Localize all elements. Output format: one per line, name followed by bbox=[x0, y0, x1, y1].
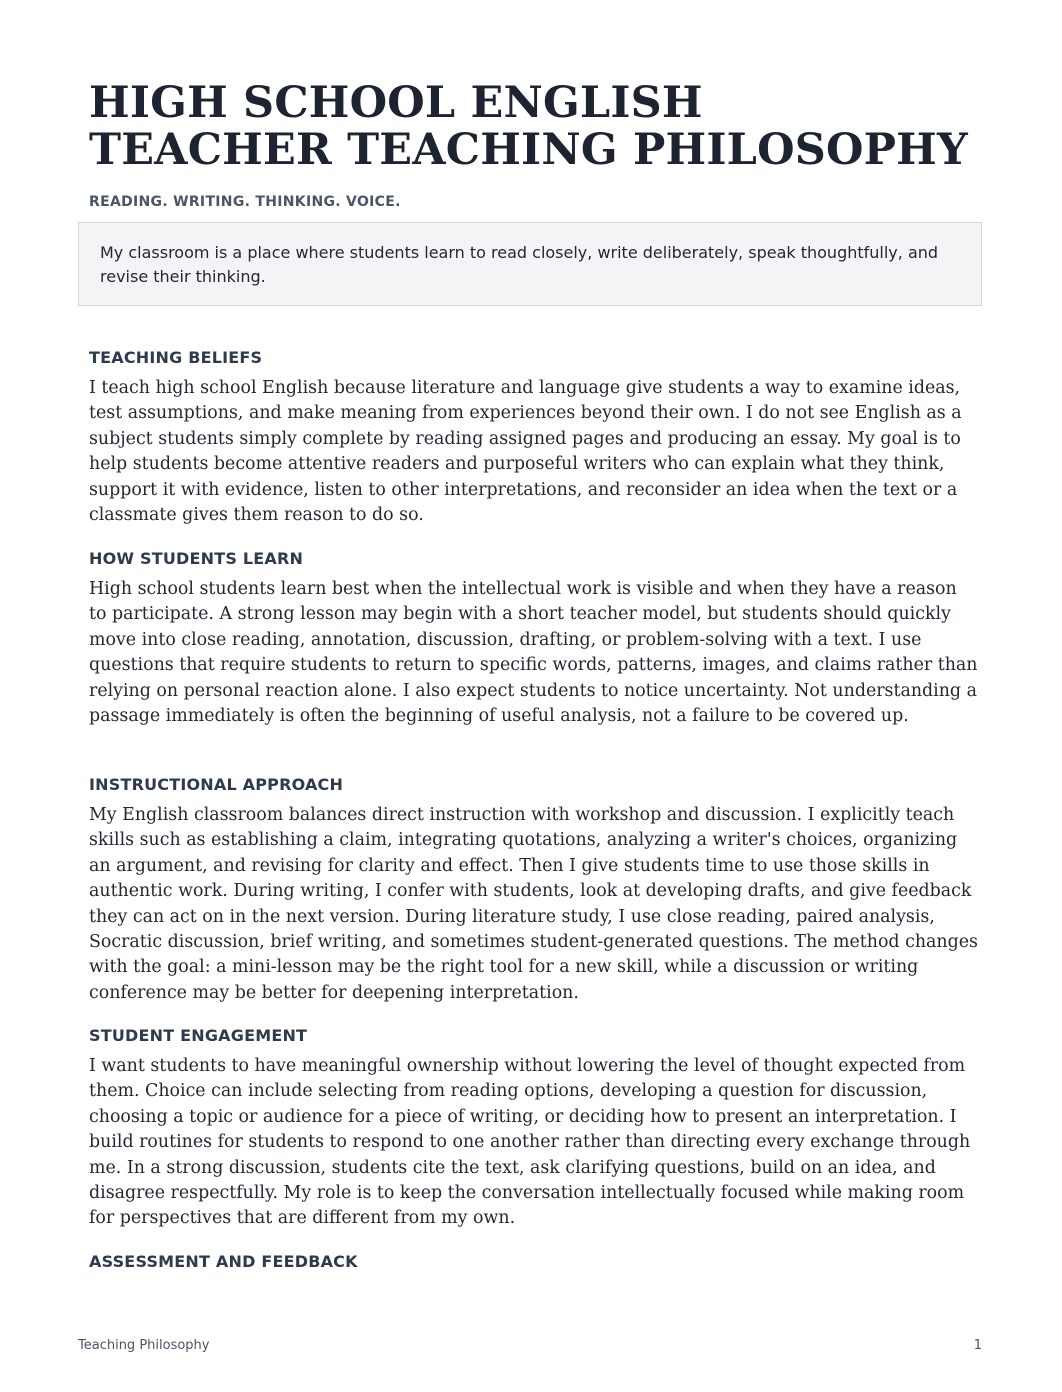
section-instructional-approach bbox=[89, 775, 979, 1006]
page-subtitle: READING. WRITING. THINKING. VOICE. bbox=[89, 194, 401, 210]
section-student-engagement bbox=[89, 1026, 979, 1232]
footer-document-title: Teaching Philosophy bbox=[78, 1338, 210, 1353]
section-heading: TEACHING BELIEFS bbox=[89, 348, 263, 367]
section-heading: ASSESSMENT AND FEEDBACK bbox=[89, 1252, 358, 1271]
section-body: High school students learn best when the intellectual work is visible and when they have a reason to participate. A strong lesson may begin with a short teacher model, but students should quickly move into close reading, annotation, discussion, drafting, or problem-solving with a text. I use questions that require students to return to specific words, patterns, images, and claims rather than relying on personal reaction alone. I also expect students to notice uncertainty. Not understanding a passage immediately is often the beginning of useful analysis, not a failure to be covered up. bbox=[89, 579, 978, 727]
footer-page-number: 1 bbox=[973, 1338, 982, 1353]
section-teaching-beliefs bbox=[89, 348, 979, 528]
page-title-line-2: TEACHER TEACHING PHILOSOPHY bbox=[89, 125, 968, 175]
section-how-students-learn bbox=[89, 549, 979, 729]
section-heading: INSTRUCTIONAL APPROACH bbox=[89, 775, 344, 794]
section-body: I teach high school English because literature and language give students a way to examine ideas, test assumptions, and make meaning from experiences beyond their own. I do not see English as a subject students simply complete by reading assigned pages and producing an essay. My goal is to help students become attentive readers and purposeful writers who can explain what they think, support it with evidence, listen to other interpretations, and reconsider an idea when the text or a classmate gives them reason to do so. bbox=[89, 378, 962, 526]
summary-text: My classroom is a place where students learn to read closely, write deliberately, speak thoughtfully, and revise their thinking. bbox=[100, 243, 939, 286]
page-title bbox=[89, 80, 989, 174]
section-body: I want students to have meaningful ownership without lowering the level of thought expected from them. Choice can include selecting from reading options, developing a question for discussion, choosing a topic or audience for a piece of writing, or deciding how to present an interpretation. I build routines for students to respond to one another rather than directing every exchange through me. In a strong discussion, students cite the text, ask clarifying questions, build on an idea, and disagree respectfully. My role is to keep the conversation intellectually focused while making room for perspectives that are different from my own. bbox=[89, 1056, 971, 1229]
page-title-line-1: HIGH SCHOOL ENGLISH bbox=[89, 78, 703, 128]
section-heading: STUDENT ENGAGEMENT bbox=[89, 1026, 308, 1045]
section-heading: HOW STUDENTS LEARN bbox=[89, 549, 304, 568]
summary-callout bbox=[78, 222, 982, 306]
section-assessment-and-feedback bbox=[89, 1252, 979, 1280]
section-body: My English classroom balances direct instruction with workshop and discussion. I explicitly teach skills such as establishing a claim, integrating quotations, analyzing a writer's choices, organizing an argument, and revising for clarity and effect. Then I give students time to use those skills in authentic work. During writing, I confer with students, look at developing drafts, and give feedback they can act on in the next version. During literature study, I use close reading, paired analysis, Socratic discussion, brief writing, and sometimes student-generated questions. The method changes with the goal: a mini-lesson may be the right tool for a new skill, while a discussion or writing conference may be better for deepening interpretation. bbox=[89, 805, 978, 1003]
